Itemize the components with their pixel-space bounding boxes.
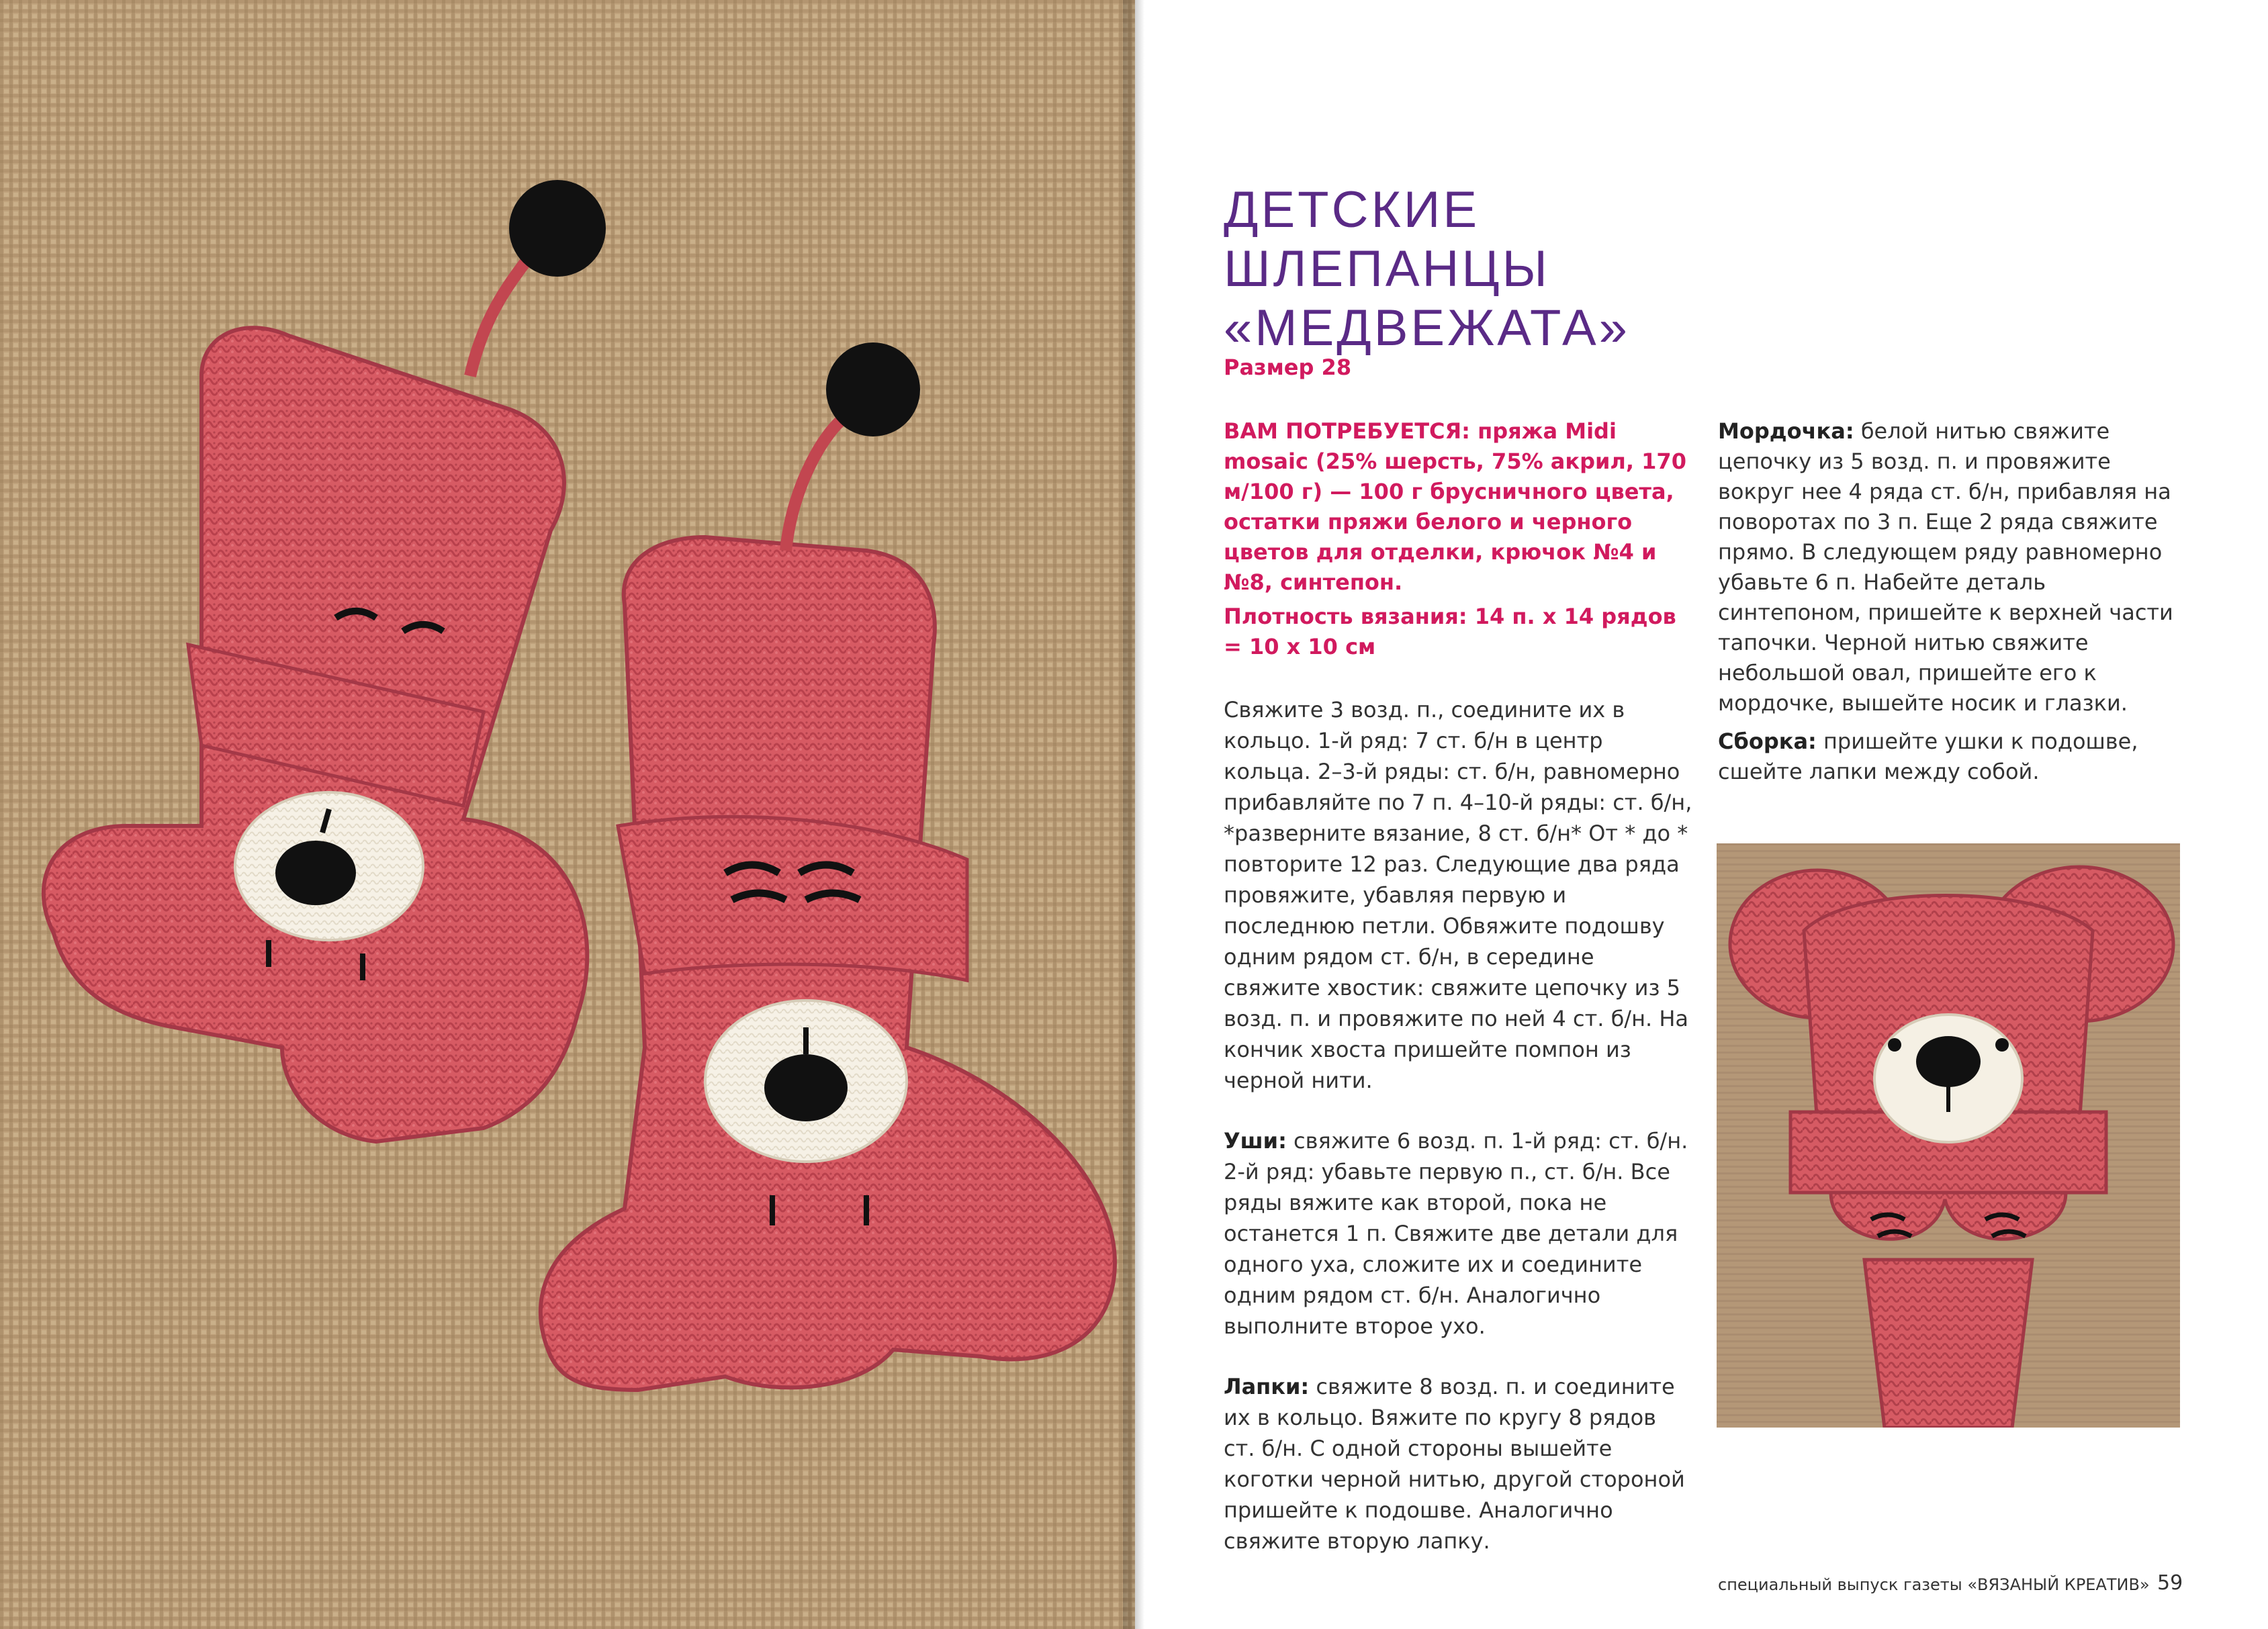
- materials-text: пряжа Midi mosaic (25% шерсть, 75% акрил, 170 м/100 г) — 100 г брусничного цвета, остатки пряжи белого и черного цветов для отделки, крючок №4 и №8, синтепон.: [1224, 418, 1686, 595]
- paws-label: Лапки:: [1224, 1374, 1310, 1399]
- assembly-label: Сборка:: [1718, 729, 1817, 754]
- assembly-paragraph: [1718, 727, 2188, 787]
- title-line: «МЕДВЕЖАТА»: [1224, 299, 1630, 357]
- ears-label: Уши:: [1224, 1128, 1287, 1154]
- main-instructions: Свяжите 3 возд. п., соедините их в кольцо. 1-й ряд: 7 ст. б/н в центр кольца. 2–3-й ряды: ст. б/н, равномерно прибавляйте по 7 п. 4–10-й ряды: ст. б/н, *разверните вязание, 8 ст. б/н* От * до * повторите 12 раз. Следующие два ряда провяжите, убавляя первую и последнюю петли. Обвяжите подошву одним рядом ст. б/н, в середине свяжите хвостик: свяжите цепочку из 5 возд. п. и провяжите по ней 4 ст. б/н. На кончик хвоста пришейте помпон из черной нити.: [1224, 697, 1692, 1093]
- page-edge: [1135, 0, 1144, 1629]
- assembly-text: пришейте ушки к подошве, сшейте лапки между собой.: [1718, 729, 2138, 784]
- density-text: 14 п. х 14 рядов = 10 х 10 см: [1224, 604, 1676, 659]
- materials-label: ВАМ ПОТРЕБУЕТСЯ:: [1224, 418, 1470, 444]
- page-number: 59: [2157, 1571, 2183, 1595]
- density-paragraph: [1224, 602, 1687, 662]
- title-line: ШЛЕПАНЦЫ: [1224, 240, 1550, 297]
- materials-paragraph: [1224, 416, 1687, 598]
- size-label: Размер 28: [1224, 355, 1352, 380]
- text-page: [1144, 0, 2268, 1629]
- paws-paragraph: [1224, 1371, 1694, 1556]
- density-label: Плотность вязания:: [1224, 604, 1467, 629]
- muzzle-paragraph: [1718, 416, 2188, 718]
- single-slipper-illustration: [1717, 843, 2180, 1428]
- paws-text: свяжите 8 возд. п. и соедините их в кольцо. Вяжите по кругу 8 рядов ст. б/н. С одной стороны вышейте коготки черной нитью, другой стороной пришейте к подошве. Аналогично свяжите вторую лапку.: [1224, 1374, 1685, 1554]
- spine-shadow: [1123, 0, 1135, 1629]
- footer-text: специальный выпуск газеты «ВЯЗАНЫЙ КРЕАТИВ»: [1718, 1575, 2150, 1594]
- ears-paragraph: [1224, 1125, 1694, 1342]
- page-title: [1224, 181, 1694, 358]
- instructions-left-column: [1224, 694, 1694, 1586]
- muzzle-text: белой нитью свяжите цепочку из 5 возд. п. и провяжите вокруг нее 4 ряда ст. б/н, прибавляя на поворотах по 3 п. Еще 2 ряда свяжите прямо. В следующем ряду равномерно убавьте 6 п. Набейте деталь синтепоном, пришейте к верхней части тапочки. Черной нитью свяжите небольшой овал, пришейте его к мордочке, вышейте носик и глазки.: [1718, 418, 2173, 716]
- title-line: ДЕТСКИЕ: [1224, 181, 1480, 238]
- detail-photo: [1717, 843, 2180, 1428]
- muzzle-label: Мордочка:: [1718, 418, 1854, 444]
- ears-text: свяжите 6 возд. п. 1-й ряд: ст. б/н. 2-й ряд: убавьте первую п., ст. б/н. Все ряды вяжите как второй, пока не останется 1 п. Свяжите две детали для одного уха, сложите их и соедините одним рядом ст. б/н. Аналогично выполните второе ухо.: [1224, 1128, 1688, 1339]
